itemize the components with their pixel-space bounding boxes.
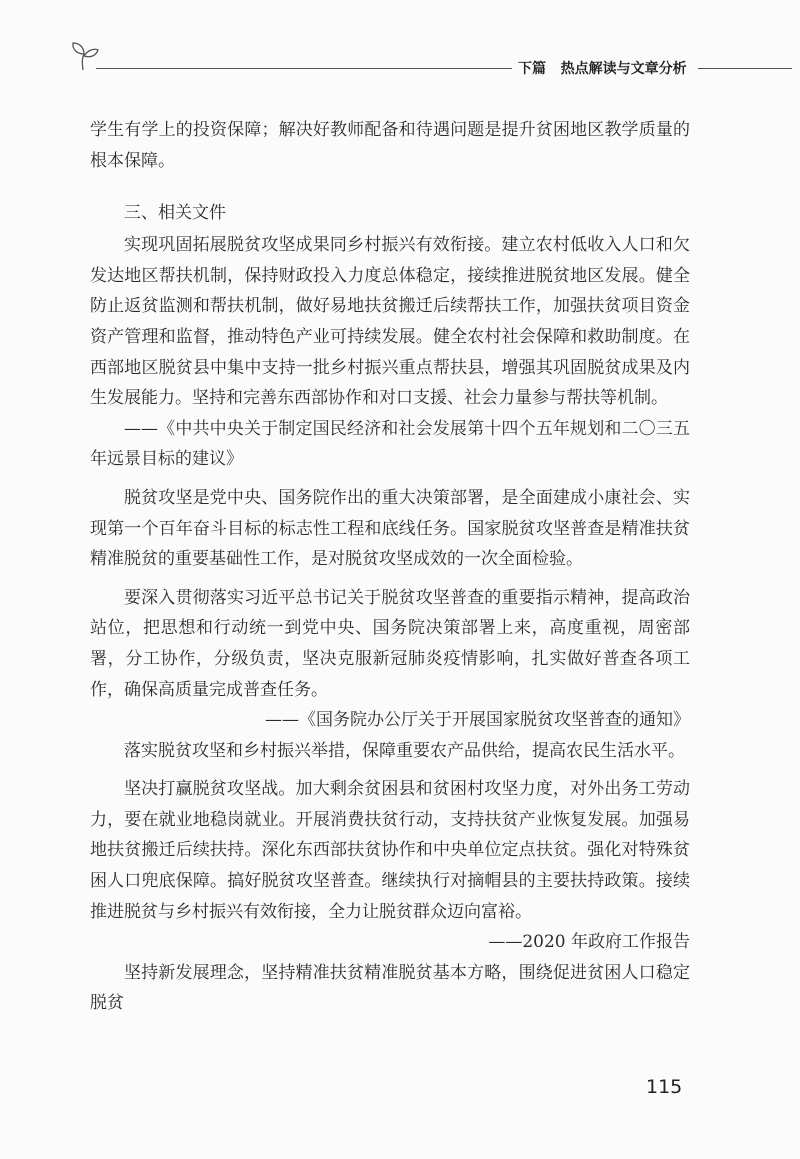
section-heading: 三、相关文件 (124, 203, 226, 224)
source-citation: ——《国务院办公厅关于开展国家脱贫攻坚普查的通知》 (265, 710, 690, 731)
paragraph-continued: 学生有学上的投资保障；解决好教师配备和待遇问题是提升贫困地区教学质量的根本保障。 (90, 120, 690, 171)
header-subtitle: 热点解读与文章分析 (560, 61, 687, 77)
source-citation: ——《中共中央关于制定国民经济和社会发展第十四个五年规划和二〇三五年远景目标的建议》 (90, 418, 690, 470)
paragraph: 要深入贯彻落实习近平总书记关于脱贫攻坚普查的重要指示精神，提高政治站位，把思想和行动统一到党中央、国务院决策部署上来，高度重视，周密部署，分工协作，分级负责，坚决克服新冠肺炎疫情影响，扎实做好普查各项工作，确保高质量完成普查任务。 (90, 587, 690, 700)
page-body (90, 115, 690, 1019)
header-rule-left (96, 68, 512, 69)
running-header (70, 38, 792, 78)
paragraph: 脱贫攻坚是党中央、国务院作出的重大决策部署，是全面建成小康社会、实现第一个百年奋斗目标的标志性工程和底线任务。国家脱贫攻坚普查是精准扶贫精准脱贫的重要基础性工作，是对脱贫攻坚成效的一次全面检验。 (90, 487, 690, 570)
page-number: 115 (646, 1076, 683, 1098)
header-section: 下篇 (518, 61, 546, 77)
paragraph: 落实脱贫攻坚和乡村振兴举措，保障重要农产品供给，提高农民生活水平。 (124, 740, 685, 761)
paragraph: 坚决打赢脱贫攻坚战。加大剩余贫困县和贫困村攻坚力度，对外出务工劳动力，要在就业地稳岗就业。开展消费扶贫行动，支持扶贫产业恢复发展。加强易地扶贫搬迁后续扶持。深化东西部扶贫协作和中央单位定点扶贫。强化对特殊贫困人口兜底保障。搞好脱贫攻坚普查。继续执行对摘帽县的主要扶持政策。接续推进脱贫与乡村振兴有效衔接，全力让脱贫群众迈向富裕。 (90, 779, 690, 922)
paragraph: 坚持新发展理念，坚持精准扶贫精准脱贫基本方略，围绕促进贫困人口稳定脱贫 (90, 962, 690, 1014)
paragraph: 实现巩固拓展脱贫攻坚成果同乡村振兴有效衔接。建立农村低收入人口和欠发达地区帮扶机制，保持财政投入力度总体稳定，接续推进脱贫地区发展。健全防止返贫监测和帮扶机制，做好易地扶贫搬迁后续帮扶工作，加强扶贫项目资金资产管理和监督，推动特色产业可持续发展。健全农村社会保障和救助制度。在西部地区脱贫县中集中支持一批乡村振兴重点帮扶县，增强其巩固脱贫成果及内生发展能力。坚持和完善东西部协作和对口支援、社会力量参与帮扶等机制。 (90, 235, 690, 409)
header-title (518, 58, 687, 78)
source-citation: ——2020 年政府工作报告 (488, 932, 690, 953)
header-rule-right (698, 68, 792, 69)
